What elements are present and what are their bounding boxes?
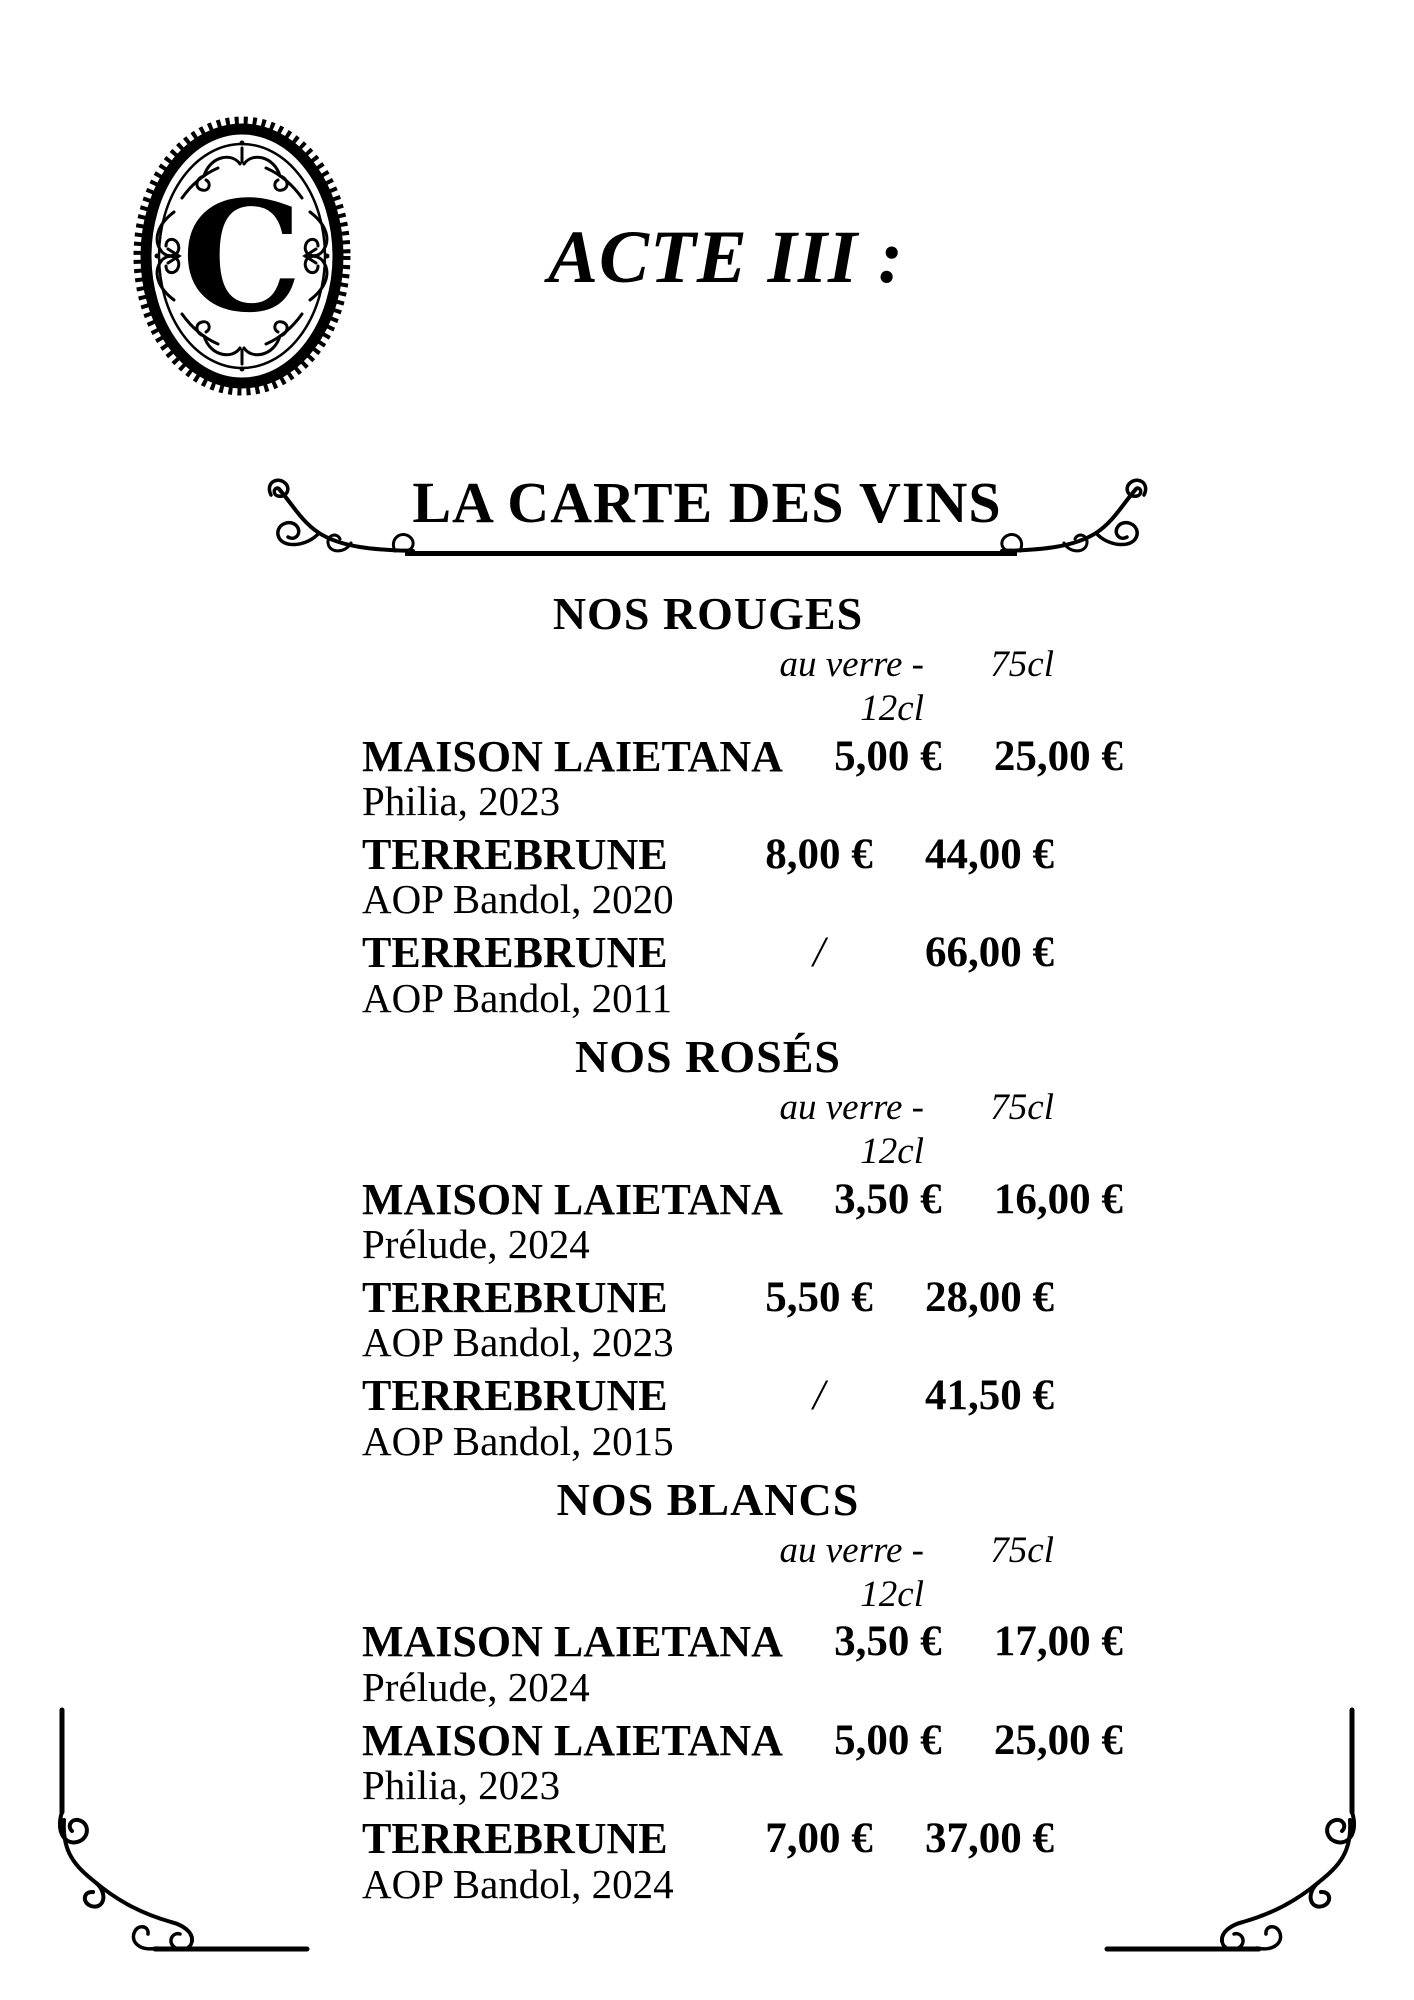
wine-producer: TERREBRUNE [362,928,668,978]
price-bottle: 16,00 € [993,1175,1123,1223]
wine-row [362,930,1054,1020]
price-glass: 5,00 € [834,732,942,780]
wine-name-cell [362,1174,783,1267]
menu-title: LA CARTE DES VINS [412,470,1002,535]
wine-name-cell [362,930,714,1020]
title-underline [405,551,1017,556]
column-header-glass: au verre - 12cl [779,1086,924,1173]
wine-cuvee: Prélude, 2024 [362,1220,590,1267]
price-bottle: 25,00 € [993,1716,1123,1764]
price-bottle: 66,00 € [925,929,1054,977]
wine-producer: MAISON LAIETANA [362,1715,783,1765]
column-header-bottle: 75cl [990,1086,1054,1128]
section-title: NOS BLANCS [556,1473,860,1525]
price-bottle: 28,00 € [925,1273,1054,1321]
column-header-glass: au verre - 12cl [779,1529,924,1616]
wine-cuvee: AOP Bandol, 2023 [362,1319,674,1366]
column-header-row [362,1529,1054,1618]
column-header-bottle: 75cl [990,1529,1054,1571]
wine-cuvee: AOP Bandol, 2020 [362,876,674,923]
wine-name-cell [362,1816,714,1906]
price-bottle: 25,00 € [993,732,1123,780]
price-glass: 8,00 € [765,831,873,879]
column-header-bottle: 75cl [990,643,1054,685]
column-header-glass: au verre - 12cl [779,643,924,730]
price-glass: 3,50 € [834,1175,942,1223]
wine-producer: MAISON LAIETANA [362,1174,783,1224]
wine-producer: TERREBRUNE [362,1272,668,1322]
wine-list [362,588,1123,1917]
page-title: ACTE III : [548,216,904,299]
monogram-logo [126,110,358,402]
column-header-row [362,1086,1054,1175]
price-glass: 7,00 € [765,1815,873,1863]
wine-name-cell [362,1272,714,1366]
wine-cuvee: Philia, 2023 [362,1762,561,1809]
wine-name-cell [362,1373,714,1463]
price-glass: 5,00 € [834,1716,942,1764]
corner-flourish-right-icon [1099,1700,1369,1955]
column-spacer [362,1529,714,1618]
corner-flourish-left-icon [45,1700,315,1955]
price-bottle: 17,00 € [993,1618,1123,1666]
wine-row [362,731,1123,824]
wine-cuvee: Philia, 2023 [362,777,561,824]
wine-producer: TERREBRUNE [362,1814,668,1864]
wine-row [362,1272,1054,1366]
wine-cuvee: AOP Bandol, 2011 [362,974,673,1021]
column-spacer [362,643,714,732]
price-glass: 5,50 € [765,1273,873,1321]
wine-producer: MAISON LAIETANA [362,1617,783,1667]
wine-producer: TERREBRUNE [362,830,668,880]
section-blancs [362,1473,1123,1907]
section-rouges [362,588,1123,1021]
price-glass-unavailable: / [813,929,825,977]
section-title: NOS ROUGES [552,588,864,639]
wine-cuvee: Prélude, 2024 [362,1663,590,1710]
price-bottle: 41,50 € [925,1372,1054,1420]
price-bottle: 44,00 € [925,831,1054,879]
wine-row [362,1816,1054,1906]
wine-row [362,1373,1054,1463]
wine-name-cell [362,832,714,922]
price-glass: 3,50 € [834,1618,942,1666]
wine-name-cell [362,1619,783,1709]
section-title: NOS ROSÉS [575,1030,841,1082]
logo-left-ornament-icon [155,212,180,300]
wine-cuvee: AOP Bandol, 2024 [362,1860,674,1907]
wine-cuvee: AOP Bandol, 2015 [362,1417,674,1464]
wine-producer: MAISON LAIETANA [362,731,783,781]
column-header-row [362,643,1054,732]
wine-name-cell [362,731,783,824]
logo-right-ornament-icon [305,212,330,300]
section-roses [362,1030,1123,1464]
wine-row [362,1174,1123,1267]
wine-producer: TERREBRUNE [362,1371,668,1421]
price-bottle: 37,00 € [925,1815,1054,1863]
wine-row [362,832,1054,922]
column-spacer [362,1086,714,1175]
price-glass-unavailable: / [813,1372,825,1420]
wine-name-cell [362,1715,783,1809]
wine-row [362,1715,1123,1809]
wine-row [362,1617,1123,1710]
header-flourish-right-icon [1000,477,1152,555]
logo-letter: C [181,167,303,346]
